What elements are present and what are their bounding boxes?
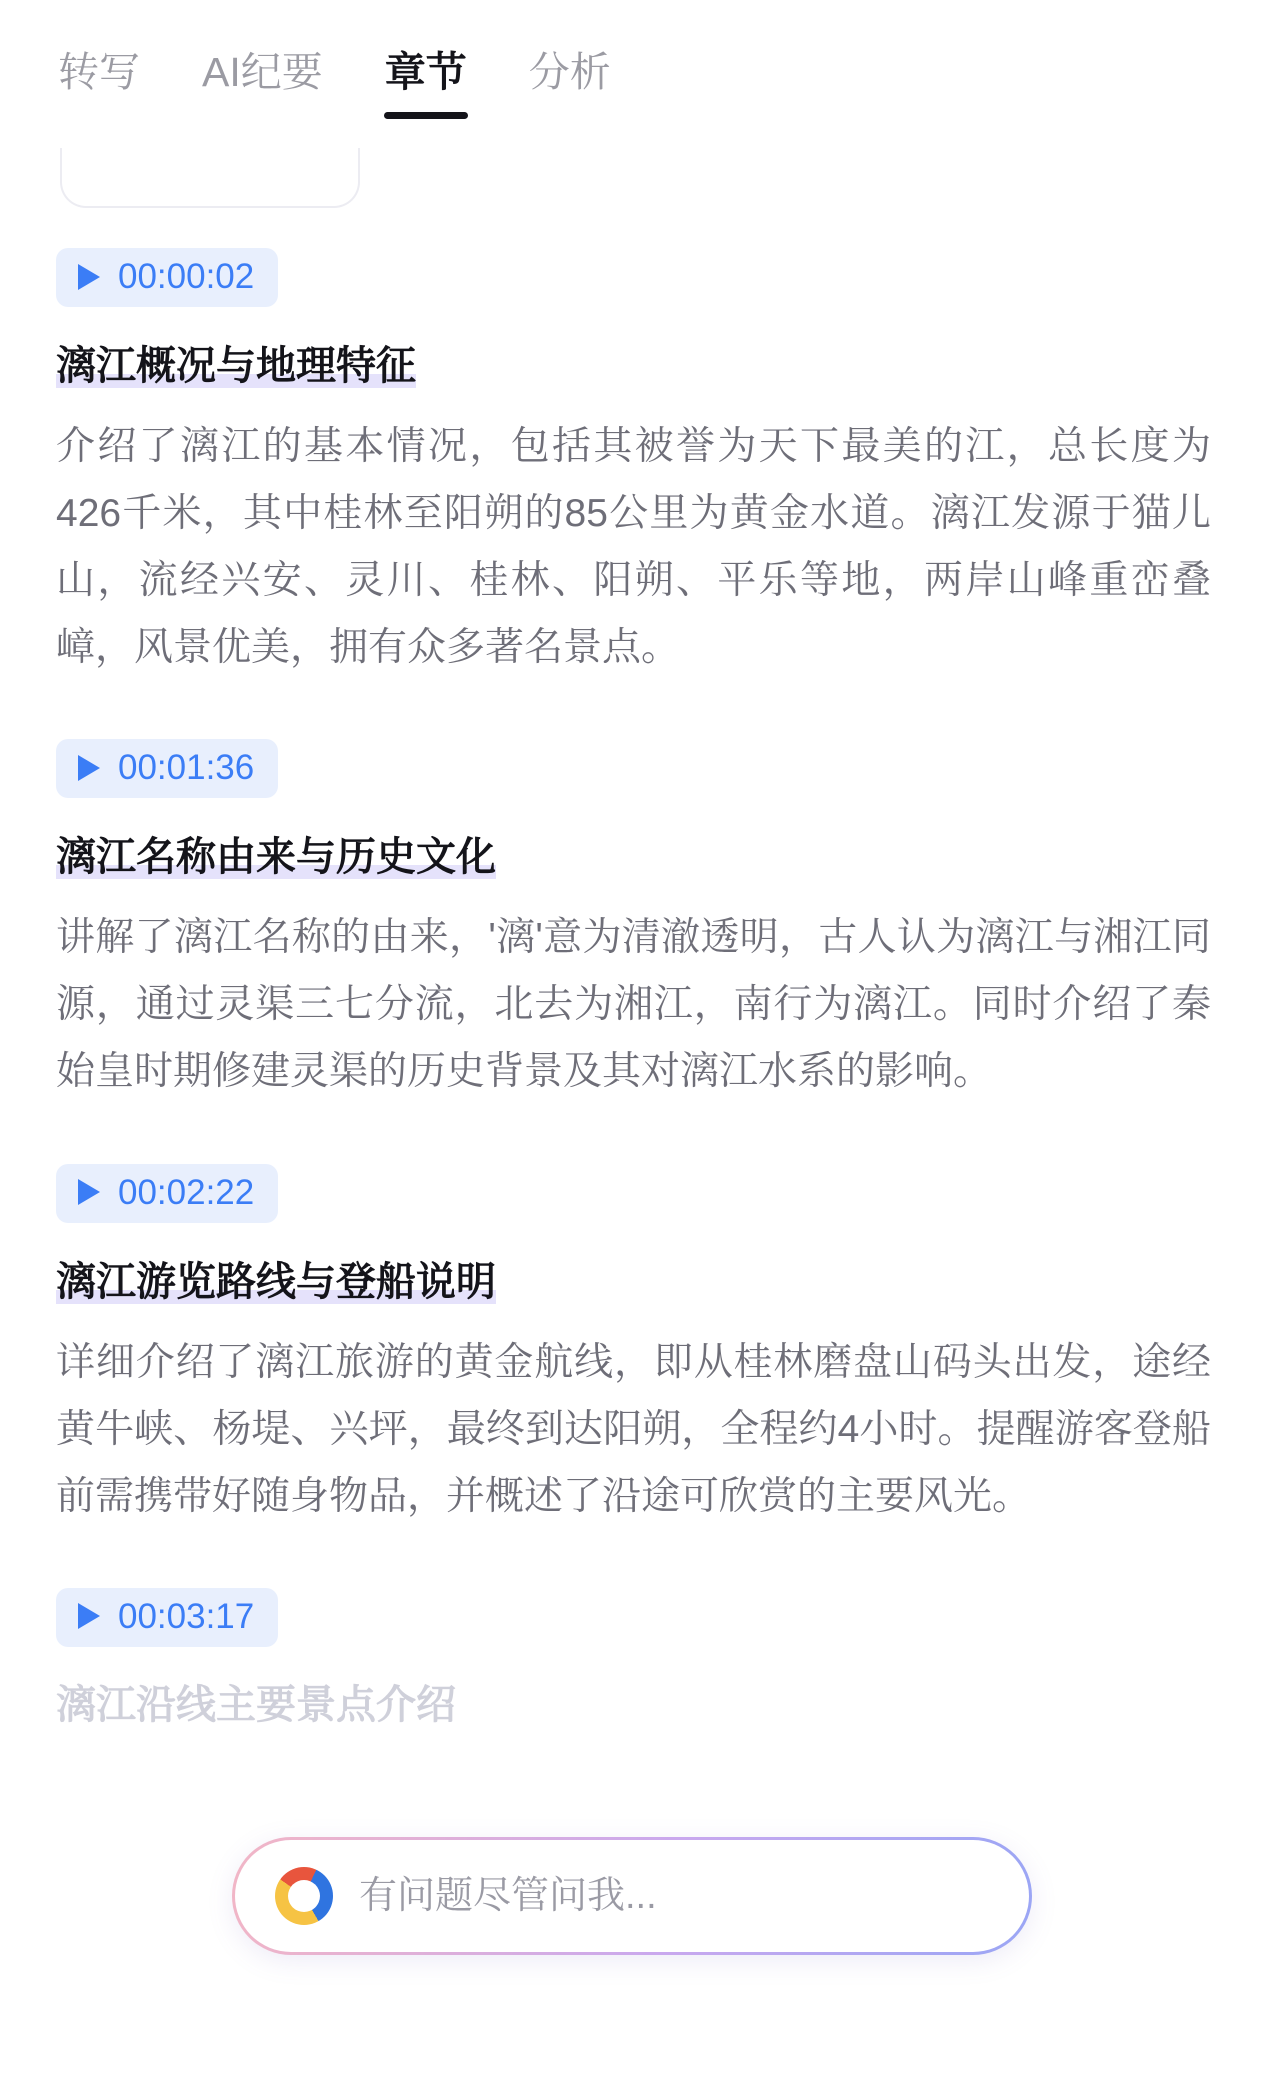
chapter-timestamp-button[interactable] bbox=[56, 1588, 278, 1647]
tab-chapters-label: 章节 bbox=[384, 49, 467, 95]
chapter-timestamp-label: 00:01:36 bbox=[118, 748, 255, 788]
assistant-logo-icon bbox=[275, 1867, 333, 1925]
chapter-timestamp-button[interactable] bbox=[56, 248, 278, 307]
chapter-timestamp-label: 00:00:02 bbox=[118, 257, 255, 296]
chapter-item bbox=[56, 739, 1211, 1105]
chapter-summary: 详细介绍了漓江旅游的黄金航线，即从桂林磨盘山码头出发，途经黄牛峡、杨堤、兴坪，最终到达阳朔，全程约4小时。提醒游客登船前需携带好随身物品，并概述了沿途可欣赏的主要风光。 bbox=[56, 1340, 1211, 1518]
chapter-title-wrap bbox=[56, 337, 1211, 395]
chapter-timestamp-button[interactable] bbox=[56, 739, 278, 798]
chapter-summary: 介绍了漓江的基本情况，包括其被誉为天下最美的江，总长度为426千米，其中桂林至阳朔的85公里为黄金水道。漓江发源于猫儿山，流经兴安、灵川、桂林、阳朔、平乐等地，两岸山峰重峦叠嶂，风景优美，拥有众多著名景点。 bbox=[56, 425, 1211, 670]
chapter-timestamp-button[interactable] bbox=[56, 1164, 278, 1223]
chapter-timestamp-label: 00:03:17 bbox=[118, 1596, 255, 1636]
tab-transcript-label: 转写 bbox=[58, 49, 140, 95]
tab-transcript[interactable] bbox=[58, 49, 140, 119]
chapter-summary: 讲解了漓江名称的由来，'漓'意为清澈透明，古人认为漓江与湘江同源，通过灵渠三七分流，北去为湘江，南行为漓江。同时介绍了秦始皇时期修建灵渠的历史背景及其对漓江水系的影响。 bbox=[56, 916, 1211, 1094]
chapter-item bbox=[56, 1588, 1211, 1730]
play-icon bbox=[78, 755, 100, 781]
tab-chapters[interactable] bbox=[384, 49, 467, 119]
chapter-list bbox=[0, 248, 1267, 1788]
chapter-title: 漓江概况与地理特征 bbox=[56, 344, 416, 388]
play-icon bbox=[78, 264, 100, 290]
chapter-item bbox=[56, 1164, 1211, 1530]
chapter-timestamp-label: 00:02:22 bbox=[118, 1172, 255, 1212]
ask-input-placeholder: 有问题尽管问我... bbox=[359, 1875, 657, 1917]
ask-assistant-input[interactable] bbox=[232, 1837, 1032, 1955]
scrolled-card-edge bbox=[60, 148, 360, 208]
tab-analysis-label: 分析 bbox=[528, 49, 611, 95]
chapter-title: 漓江名称由来与历史文化 bbox=[56, 835, 496, 880]
chapter-title-wrap bbox=[56, 828, 1211, 886]
play-icon bbox=[78, 1603, 100, 1629]
tab-ai-summary-label: AI纪要 bbox=[202, 49, 323, 95]
tab-ai-summary[interactable] bbox=[202, 49, 323, 119]
chapter-item bbox=[56, 248, 1211, 681]
tab-analysis[interactable] bbox=[528, 49, 611, 119]
chapter-title: 漓江游览路线与登船说明 bbox=[56, 1259, 496, 1304]
play-icon bbox=[78, 1179, 100, 1205]
chapter-title: 漓江沿线主要景点介绍 bbox=[56, 1682, 456, 1727]
chapter-title-wrap bbox=[56, 1253, 1211, 1311]
tab-bar bbox=[0, 0, 1267, 119]
tab-active-indicator bbox=[384, 112, 468, 119]
